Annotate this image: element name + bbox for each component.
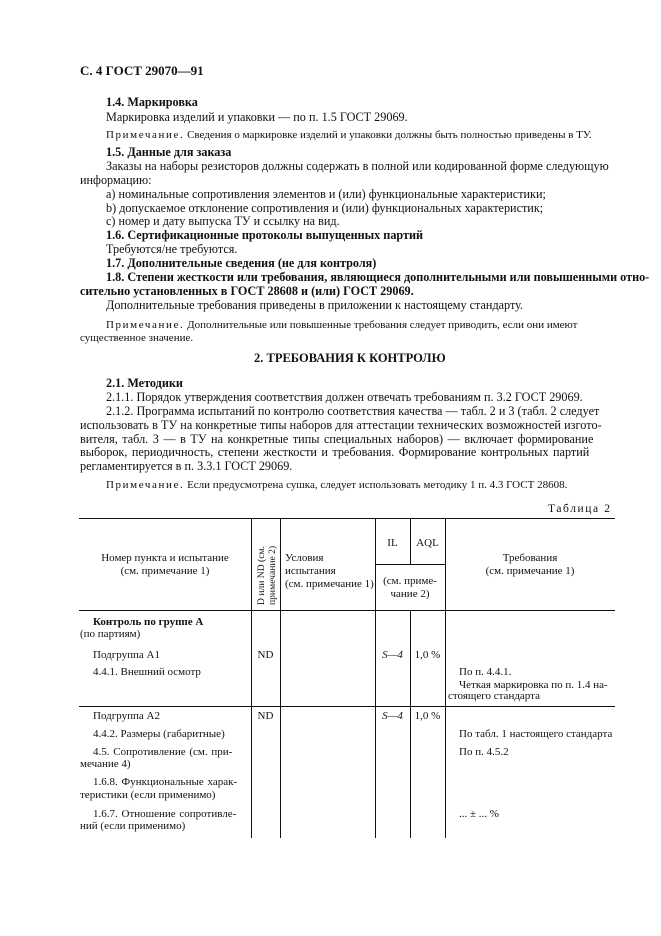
- section-2-1-title: 2.1. Методики: [106, 376, 183, 390]
- section-1-4-text: Маркировка изделий и упаковки — по п. 1.5 ГОСТ 29069.: [106, 110, 408, 124]
- para-2-1-2-line-5: регламентируется в п. 3.3.1 ГОСТ 29069.: [80, 459, 293, 473]
- table-row-441-req-3: стоящего стандарта: [448, 690, 540, 702]
- col-rule-3: [375, 518, 376, 838]
- table-row-a1-il: S—4: [382, 649, 403, 661]
- section-1-8-title-2: сительно установленных в ГОСТ 28608 и (или) ГОСТ 29069.: [80, 284, 414, 298]
- table-top-rule: [79, 518, 615, 519]
- col-header-il: IL: [387, 537, 398, 549]
- table-row-167-name-1: 1.6.7. Отношение сопротивле-: [93, 808, 237, 820]
- col-rule-1: [251, 518, 252, 838]
- table-row-167-name-2: ний (если применимо): [80, 820, 186, 832]
- table-row-a1-dnd: ND: [257, 649, 274, 661]
- table-row-a1-name: Подгруппа А1: [93, 649, 160, 661]
- section-1-8-note-2: существенное значение.: [80, 332, 194, 344]
- col-header-requirements-line-1: Требования: [502, 552, 558, 564]
- table-row-442-req: По табл. 1 настоящего стандарта: [459, 728, 613, 740]
- col-header-dnd: [256, 546, 278, 605]
- table-row-a2-name: Подгруппа А2: [93, 710, 160, 722]
- col-header-dnd-line-1: D или ND (см.: [256, 546, 267, 605]
- table-row-168-name-1: 1.6.8. Функциональные харак-: [93, 776, 238, 788]
- para-2-1-1: 2.1.1. Порядок утверждения соответствия должен отвечать требованиям п. 3.2 ГОСТ 29069.: [106, 390, 583, 404]
- col-header-conditions-line-2: (см. примечание 1): [285, 578, 374, 590]
- group-a-subtitle: (по партиям): [80, 628, 141, 640]
- note-text: Если предусмотрена сушка, следует использовать методику 1 п. 4.3 ГОСТ 28608.: [184, 479, 568, 491]
- col-header-dnd-line-2: примечание 2): [267, 545, 278, 605]
- section-1-5-title: 1.5. Данные для заказа: [106, 145, 232, 159]
- table-head-rule: [79, 610, 615, 611]
- col-header-test-line-1: Номер пункта и испытание: [101, 552, 229, 564]
- section-1-6-text: Требуются/не требуются.: [106, 242, 238, 256]
- para-2-1-2-line-4: выборок, периодичность, степени жесткости и требования. Формирование контрольных партий: [80, 445, 590, 459]
- col-header-requirements: [445, 552, 615, 578]
- note-label: Примечание.: [106, 319, 185, 331]
- col-header-aql: AQL: [416, 537, 439, 549]
- col-rule-2: [280, 518, 281, 838]
- order-item-c: c) номер и дату выпуска ТУ и ссылку на вид.: [106, 214, 340, 228]
- para-2-1-2-line-3: вителя, табл. 3 — в ТУ на конкретные типы специальных наборов) — включает формирование: [80, 432, 594, 446]
- il-aql-split-rule: [375, 564, 445, 565]
- note-label: Примечание.: [106, 479, 185, 491]
- table-row-a2-aql: 1,0 %: [414, 710, 441, 722]
- col-header-conditions-line-1: Условия испытания: [285, 552, 336, 577]
- section-1-4-title: 1.4. Маркировка: [106, 95, 198, 109]
- table-row-45-name-2: мечание 4): [80, 758, 131, 770]
- note-label: Примечание.: [106, 129, 185, 141]
- table-row-a1-aql: 1,0 %: [414, 649, 441, 661]
- section-1-4-note: [106, 128, 592, 143]
- table-row-441-req-1: По п. 4.4.1.: [459, 666, 512, 678]
- order-intro-line-1: Заказы на наборы резисторов должны содержать в полной или кодированной форме следующую: [106, 159, 609, 173]
- section-1-8-text: Дополнительные требования приведены в приложении к настоящему стандарту.: [106, 298, 524, 312]
- page-header: С. 4 ГОСТ 29070—91: [80, 63, 204, 78]
- table-row-45-name-1: 4.5. Сопротивление (см. при-: [93, 746, 233, 758]
- il-aql-note-line-1: (см. приме-: [383, 575, 437, 587]
- section-1-7-title: 1.7. Дополнительные сведения (не для контроля): [106, 256, 377, 270]
- order-intro-line-2: информацию:: [80, 173, 152, 187]
- group-a-title: Контроль по группе А: [93, 616, 204, 628]
- table-group-rule: [79, 706, 615, 707]
- col-rule-4: [410, 610, 411, 838]
- section-2-note: [106, 478, 567, 493]
- il-aql-note-line-2: чание 2): [390, 588, 430, 600]
- table-row-a2-il: S—4: [382, 710, 403, 722]
- section-1-6-title: 1.6. Сертификационные протоколы выпущенных партий: [106, 228, 424, 242]
- col-header-requirements-line-2: (см. примечание 1): [485, 565, 575, 577]
- table-row-441-req-2: Четкая маркировка по п. 1.4 на-: [459, 679, 608, 691]
- table-row-167-req: ... ± ... %: [459, 808, 499, 820]
- para-2-1-2-line-1: 2.1.2. Программа испытаний по контролю соответствия качества — табл. 2 и 3 (табл. 2 следует: [106, 404, 600, 418]
- note-text: Сведения о маркировке изделий и упаковки должны быть полностью приведены в ТУ.: [184, 129, 592, 141]
- section-1-8-title-1: 1.8. Степени жесткости или требования, являющиеся дополнительными или повышенными отно-: [106, 270, 650, 284]
- para-2-1-2-line-2: использовать в ТУ на конкретные типы наборов для аттестации технических возможностей изгото-: [80, 418, 602, 432]
- note-text: Дополнительные или повышенные требования следует приводить, если они имеют: [184, 319, 578, 331]
- table-row-441-name: 4.4.1. Внешний осмотр: [93, 666, 201, 678]
- table-row-168-name-2: теристики (если применимо): [80, 789, 216, 801]
- table-caption: Таблица 2: [548, 503, 612, 515]
- order-item-a: a) номинальные сопротивления элементов и (или) функциональные характеристики;: [106, 187, 546, 201]
- table-row-a2-dnd: ND: [257, 710, 274, 722]
- col-header-test-line-2: (см. примечание 1): [120, 565, 210, 577]
- section-2-title: 2. ТРЕБОВАНИЯ К КОНТРОЛЮ: [254, 351, 446, 365]
- col-header-conditions: [285, 552, 375, 591]
- table-row-45-req: По п. 4.5.2: [459, 746, 509, 758]
- order-item-b: b) допускаемое отклонение сопротивления и (или) функциональных характеристик;: [106, 201, 544, 215]
- col-header-test: [79, 552, 251, 578]
- col-header-il-aql-note: [375, 575, 445, 601]
- table-row-442-name: 4.4.2. Размеры (габаритные): [93, 728, 225, 740]
